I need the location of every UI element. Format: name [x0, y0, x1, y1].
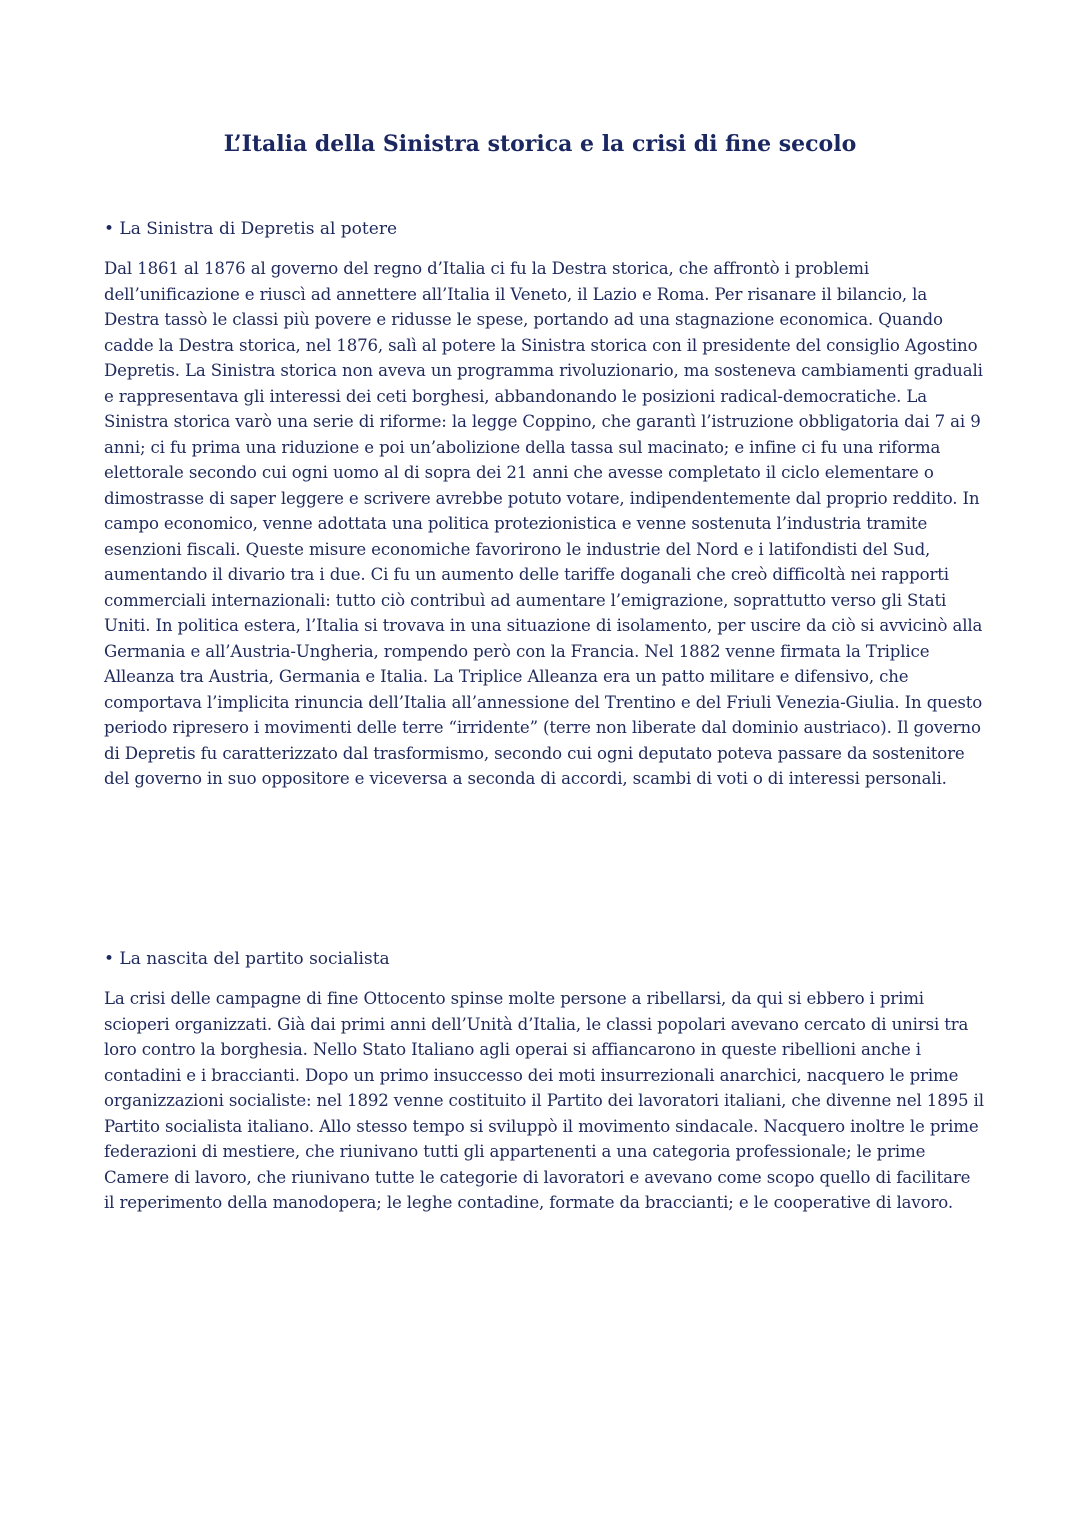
- section-heading-sinistra-depretis: • La Sinistra di Depretis al potere: [104, 219, 398, 239]
- page-title: L’Italia della Sinistra storica e la crisi di fine secolo: [223, 131, 857, 157]
- section-heading-partito-socialista: • La nascita del partito socialista: [104, 949, 390, 969]
- section-body-sinistra-depretis: Dal 1861 al 1876 al governo del regno d’Italia ci fu la Destra storica, che affrontò i problemi dell’unificazione e riuscì ad annettere all’Italia il Veneto, il Lazio e Roma. Per risanare il bilancio, la Destra tassò le classi più povere e ridusse le spese, portando ad una stagnazione economica. Quando cadde la Destra storica, nel 1876, salì al potere la Sinistra storica con il presidente del consiglio Agostino Depretis. La Sinistra storica non aveva un programma rivoluzionario, ma sosteneva cambiamenti graduali e rappresentava gli interessi dei ceti borghesi, abbandonando le posizioni radical-democratiche. La Sinistra storica varò una serie di riforme: la legge Coppino, che garantì l’istruzione obbligatoria dai 7 ai 9 anni; ci fu prima una riduzione e poi un’abolizione della tassa sul macinato; e infine ci fu una riforma elettorale secondo cui ogni uomo al di sopra dei 21 anni che avesse completato il ciclo elementare o dimostrasse di saper leggere e scrivere avrebbe potuto votare, indipendentemente dal proprio reddito. In campo economico, venne adottata una politica protezionistica e venne sostenuta l’industria tramite esenzioni fiscali. Queste misure economiche favorirono le industrie del Nord e i latifondisti del Sud, aumentando il divario tra i due. Ci fu un aumento delle tariffe doganali che creò difficoltà nei rapporti commerciali internazionali: tutto ciò contribuì ad aumentare l’emigrazione, soprattutto verso gli Stati Uniti. In politica estera, l’Italia si trovava in una situazione di isolamento, per uscire da ciò si avvicinò alla Germania e all’Austria-Ungheria, rompendo però con la Francia. Nel 1882 venne firmata la Triplice Alleanza tra Austria, Germania e Italia. La Triplice Alleanza era un patto militare e difensivo, che comportava l’implicita rinuncia dell’Italia all’annessione del Trentino e del Friuli Venezia-Giulia. In questo periodo ripresero i movimenti delle terre “irridente” (terre non liberate dal dominio austriaco). Il governo di Depretis fu caratterizzato dal trasformismo, secondo cui ogni deputato poteva passare da sostenitore del governo in suo oppositore e viceversa a seconda di accordi, scambi di voti o di interessi personali.: [104, 259, 983, 788]
- section-body-partito-socialista: La crisi delle campagne di fine Ottocento spinse molte persone a ribellarsi, da qui si ebbero i primi scioperi organizzati. Già dai primi anni dell’Unità d’Italia, le classi popolari avevano cercato di unirsi tra loro contro la borghesia. Nello Stato Italiano agli operai si affiancarono in queste ribellioni anche i contadini e i braccianti. Dopo un primo insuccesso dei moti insurrezionali anarchici, nacquero le prime organizzazioni socialiste: nel 1892 venne costituito il Partito dei lavoratori italiani, che divenne nel 1895 il Partito socialista italiano. Allo stesso tempo si sviluppò il movimento sindacale. Nacquero inoltre le prime federazioni di mestiere, che riunivano tutti gli appartenenti a una categoria professionale; le prime Camere di lavoro, che riunivano tutte le categorie di lavoratori e avevano come scopo quello di facilitare il reperimento della manodopera; le leghe contadine, formate da braccianti; e le cooperative di lavoro.: [104, 989, 984, 1212]
